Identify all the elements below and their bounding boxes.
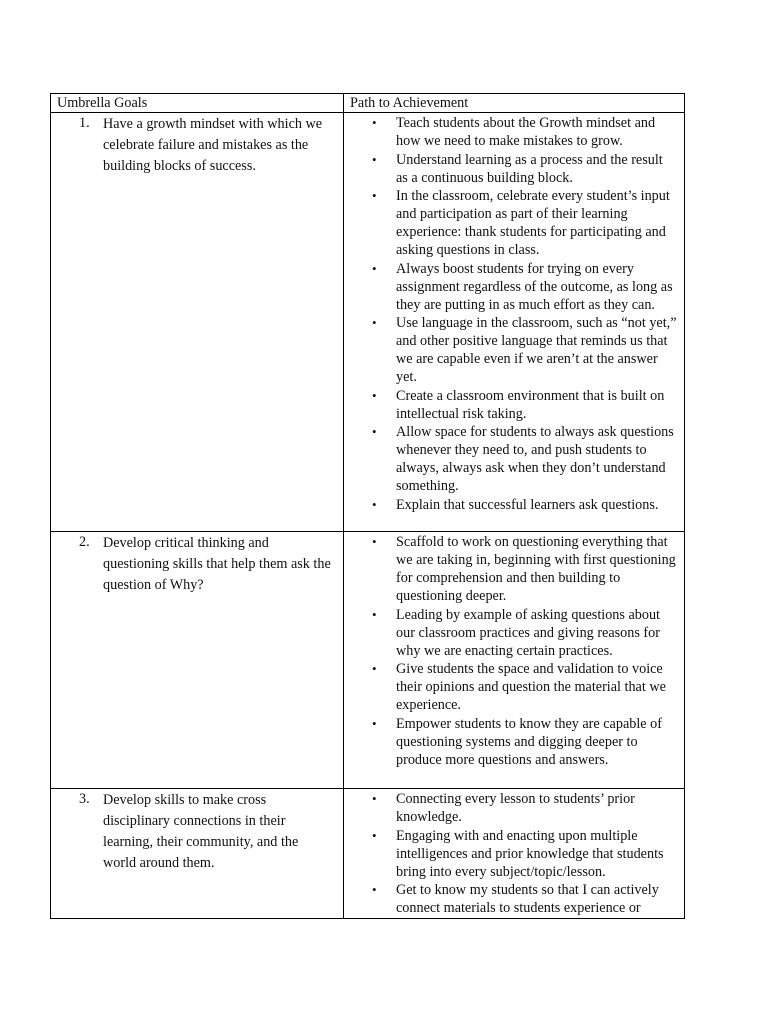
path-list-item [370, 423, 678, 495]
path-text: Get to know my students so that I can actively connect materials to students experience or [396, 882, 659, 916]
path-list [370, 114, 678, 514]
path-text: Empower students to know they are capable of questioning systems and digging deeper to produce more questions and answers. [396, 715, 662, 768]
umbrella-goal-cell [51, 789, 344, 919]
bullet-dot-icon: • [372, 882, 377, 897]
path-text: Give students the space and validation to voice their opinions and question the material that we experience. [396, 661, 666, 713]
goal-row [51, 532, 685, 789]
goal-text: Develop skills to make cross disciplinary connections in their learning, their community, and the world around them. [103, 792, 299, 871]
path-to-achievement-cell [344, 532, 685, 789]
header-row [51, 94, 685, 113]
bullet-dot-icon: • [372, 115, 377, 130]
path-text: In the classroom, celebrate every student’s input and participation as part of their learning experience: thank students for participating and asking questions in class. [396, 188, 670, 258]
path-list-item [370, 114, 678, 150]
path-list-item [370, 660, 678, 714]
goal-text: Develop critical thinking and questioning skills that help them ask the question of Why? [103, 535, 331, 593]
goal-item [79, 533, 337, 596]
path-text: Scaffold to work on questioning everything that we are taking in, beginning with first questioning for comprehension and then building to questioning deeper. [396, 534, 676, 604]
path-text: Engaging with and enacting upon multiple intelligences and prior knowledge that students bring into every subject/topic/lesson. [396, 827, 664, 880]
goals-table [50, 93, 685, 919]
bullet-dot-icon: • [372, 496, 377, 512]
path-list-item [370, 606, 678, 660]
umbrella-goal-cell [51, 113, 344, 532]
path-to-achievement-cell [344, 789, 685, 919]
bullet-dot-icon: • [372, 260, 377, 276]
path-list-item [370, 496, 678, 514]
goal-text: Have a growth mindset with which we celebrate failure and mistakes as the building blocks of success. [103, 116, 323, 174]
path-list-item [370, 260, 678, 314]
goal-number: 3. [79, 791, 90, 807]
bullet-dot-icon: • [372, 151, 377, 167]
path-text: Teach students about the Growth mindset and how we need to make mistakes to grow. [396, 115, 656, 149]
goal-item [79, 114, 337, 177]
goal-number: 1. [79, 115, 90, 131]
bullet-dot-icon: • [372, 606, 377, 622]
bullet-dot-icon: • [372, 424, 377, 439]
bullet-dot-icon: • [372, 715, 377, 731]
path-text: Allow space for students to always ask questions whenever they need to, and push students to always, always ask when they don’t understand something. [396, 424, 674, 494]
path-list-item [370, 187, 678, 259]
goal-row [51, 789, 685, 919]
bullet-dot-icon: • [372, 661, 377, 676]
path-list-item [370, 151, 678, 187]
path-list-item [370, 881, 678, 917]
bullet-dot-icon: • [372, 315, 377, 330]
path-list-item [370, 533, 678, 605]
path-list-item [370, 387, 678, 423]
bullet-dot-icon: • [372, 791, 377, 806]
umbrella-goal-cell [51, 532, 344, 789]
bullet-dot-icon: • [372, 827, 377, 843]
goal-number: 2. [79, 534, 90, 550]
path-text: Connecting every lesson to students’ prior knowledge. [396, 791, 635, 825]
path-text: Leading by example of asking questions about our classroom practices and giving reasons for why we are enacting certain practices. [396, 606, 660, 659]
path-text: Use language in the classroom, such as “not yet,” and other positive language that reminds us that we are capable even if we aren’t at the answer yet. [396, 315, 677, 385]
path-list [370, 533, 678, 769]
path-text: Understand learning as a process and the result as a continuous building block. [396, 151, 663, 186]
header-umbrella-goals: Umbrella Goals [51, 94, 344, 113]
path-list-item [370, 715, 678, 769]
path-list-item [370, 790, 678, 826]
bullet-dot-icon: • [372, 188, 377, 203]
path-to-achievement-cell [344, 113, 685, 532]
goal-row [51, 113, 685, 532]
header-path-to-achievement: Path to Achievement [344, 94, 685, 113]
path-list [370, 790, 678, 917]
goal-item [79, 790, 337, 874]
path-text: Create a classroom environment that is built on intellectual risk taking. [396, 387, 665, 422]
path-list-item [370, 827, 678, 881]
goals-table-body [51, 94, 685, 919]
path-text: Always boost students for trying on every assignment regardless of the outcome, as long as they are putting in as much effort as they can. [396, 260, 673, 313]
bullet-dot-icon: • [372, 387, 377, 403]
path-text: Explain that successful learners ask questions. [396, 496, 659, 513]
bullet-dot-icon: • [372, 534, 377, 549]
path-list-item [370, 314, 678, 386]
